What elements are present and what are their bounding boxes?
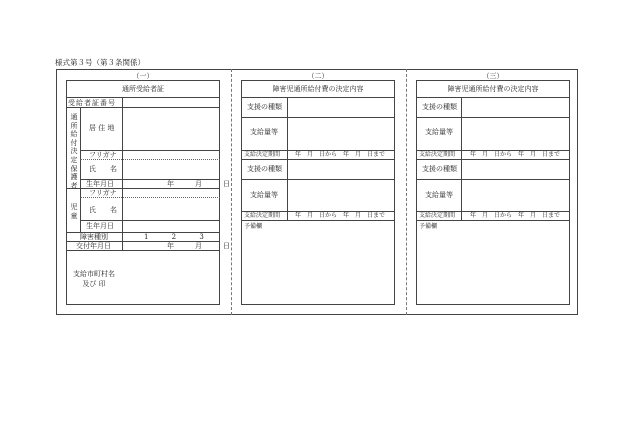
period-value: 年 月 日から 年 月 日まで <box>295 151 386 158</box>
panel-number: （一） <box>132 72 154 80</box>
period-value: 年 月 日から 年 月 日まで <box>470 212 561 219</box>
document-title: 様式第３号（第３条関係） <box>55 58 145 67</box>
panel-number: （三） <box>482 72 504 80</box>
decision-title: 障害児通所給付費の決定内容 <box>447 85 539 93</box>
amount-label: 支給量等 <box>425 191 453 199</box>
certificate-title: 通所受給者証 <box>122 85 164 93</box>
period-label: 支給決定期間 <box>419 212 456 219</box>
panel-number: （二） <box>307 72 329 80</box>
child-birthdate-label: 生年月日 <box>86 222 114 230</box>
municipality-label: 支給市町村名 及び 印 <box>73 270 115 288</box>
furigana-label: フリガナ <box>89 151 117 159</box>
period-label: 支給決定期間 <box>419 151 456 158</box>
decision-title: 障害児通所給付費の決定内容 <box>272 85 364 93</box>
support-type-label: 支援の種類 <box>247 165 282 173</box>
notes-label: 予備欄 <box>244 223 263 230</box>
issue-date-label: 交付年月日 <box>76 242 111 250</box>
birthdate-value: 年 月 日 <box>167 180 230 188</box>
fold-line-2 <box>406 69 407 315</box>
child-group-label: 児 童 <box>70 203 78 220</box>
support-type-label: 支援の種類 <box>422 165 457 173</box>
period-value: 年 月 日から 年 月 日まで <box>295 212 386 219</box>
support-type-label: 支援の種類 <box>422 103 457 111</box>
support-type-label: 支援の種類 <box>247 103 282 111</box>
period-label: 支給決定期間 <box>244 151 281 158</box>
period-label: 支給決定期間 <box>244 212 281 219</box>
recipient-number-label: 受給者証番号 <box>68 99 116 107</box>
fold-line-1 <box>231 69 232 315</box>
amount-label: 支給量等 <box>425 128 453 136</box>
child-name-label: 氏 名 <box>89 206 117 214</box>
birthdate-label: 生年月日 <box>86 180 114 188</box>
amount-label: 支給量等 <box>250 128 278 136</box>
name-label: 氏 名 <box>89 165 117 173</box>
child-furigana-label: フリガナ <box>89 189 117 197</box>
issue-date-value: 年 月 日 <box>167 242 230 250</box>
guardian-group-label: 通 所 給 付 決 定 保 護 者 <box>70 113 78 190</box>
notes-label: 予備欄 <box>419 223 438 230</box>
period-value: 年 月 日から 年 月 日まで <box>470 151 561 158</box>
disability-type-label: 障害種別 <box>80 233 108 241</box>
disability-type-options: 1 2 3 <box>144 233 204 241</box>
amount-label: 支給量等 <box>250 191 278 199</box>
address-label: 居 住 地 <box>89 124 115 132</box>
